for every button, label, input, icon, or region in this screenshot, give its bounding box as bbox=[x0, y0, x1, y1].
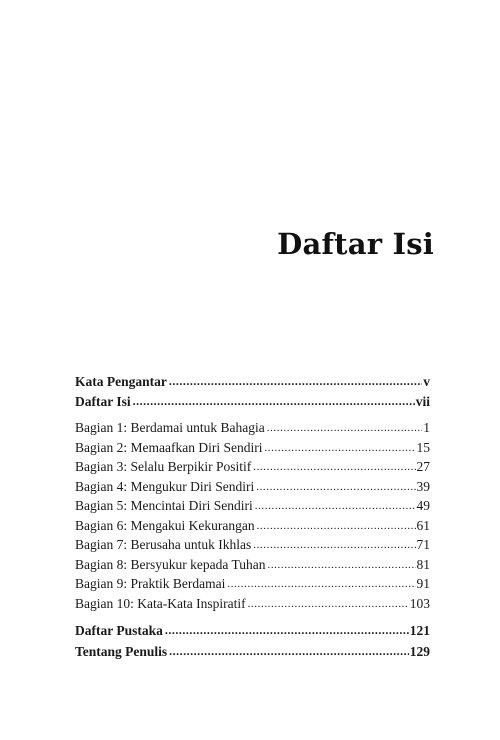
toc-entry-bagian-7[interactable] bbox=[75, 535, 430, 555]
toc-entry-page: vii bbox=[415, 394, 430, 409]
dot-leader bbox=[169, 640, 409, 662]
toc-entry-label: Bagian 8: Bersyukur kepada Tuhan bbox=[75, 556, 266, 572]
toc-entry-bagian-2[interactable] bbox=[75, 438, 430, 458]
dot-leader bbox=[257, 515, 416, 537]
dot-leader bbox=[267, 417, 423, 439]
toc-entry-label: Bagian 5: Mencintai Diri Sendiri bbox=[75, 498, 253, 513]
toc-entry-page: 71 bbox=[416, 537, 430, 552]
toc-entry-label: Daftar Pustaka bbox=[75, 623, 163, 638]
toc-entry-label: Bagian 4: Mengukur Diri Sendiri bbox=[75, 478, 255, 494]
toc-entry-label: Bagian 1: Berdamai untuk Bahagia bbox=[75, 420, 265, 435]
toc-entry-label: Kata Pengantar bbox=[75, 374, 167, 389]
toc-entry-page: 27 bbox=[416, 459, 430, 474]
toc-entry-bagian-5[interactable] bbox=[75, 496, 430, 516]
table-of-contents bbox=[75, 372, 430, 662]
toc-entry-bagian-9[interactable] bbox=[75, 574, 430, 594]
toc-entry-label: Bagian 2: Memaafkan Diri Sendiri bbox=[75, 439, 263, 455]
dot-leader bbox=[227, 573, 415, 595]
toc-entry-bagian-10[interactable] bbox=[75, 594, 430, 614]
toc-entry-label: Bagian 3: Selalu Berpikir Positif bbox=[75, 459, 252, 474]
dot-leader bbox=[267, 554, 415, 576]
dot-leader bbox=[248, 593, 409, 615]
toc-entry-page: 1 bbox=[423, 420, 430, 435]
toc-entry-kata-pengantar[interactable] bbox=[75, 372, 430, 392]
dot-leader bbox=[253, 456, 415, 478]
toc-entry-label: Bagian 10: Kata-Kata Inspiratif bbox=[75, 595, 246, 611]
toc-entry-bagian-4[interactable] bbox=[75, 477, 430, 497]
toc-entry-page: 39 bbox=[416, 478, 430, 494]
toc-entry-label: Bagian 9: Praktik Berdamai bbox=[75, 576, 226, 591]
dot-leader bbox=[255, 495, 416, 517]
toc-entry-page: 49 bbox=[416, 498, 430, 513]
toc-entry-page: v bbox=[423, 374, 430, 389]
dot-leader bbox=[264, 437, 415, 459]
toc-entry-tentang-penulis[interactable] bbox=[75, 641, 430, 662]
toc-entry-daftar-isi[interactable] bbox=[75, 392, 430, 412]
toc-entry-page: 103 bbox=[409, 595, 430, 611]
dot-leader bbox=[169, 371, 422, 391]
toc-entry-page: 15 bbox=[416, 439, 430, 455]
toc-entry-page: 81 bbox=[416, 556, 430, 572]
toc-entry-label: Bagian 7: Berusaha untuk Ikhlas bbox=[75, 537, 252, 552]
toc-entry-bagian-6[interactable] bbox=[75, 516, 430, 536]
toc-entry-page: 121 bbox=[409, 623, 430, 638]
toc-back-matter bbox=[75, 620, 430, 662]
dot-leader bbox=[253, 534, 415, 556]
toc-entry-page: 129 bbox=[409, 644, 430, 659]
toc-entry-label: Daftar Isi bbox=[75, 394, 131, 409]
toc-entry-label: Tentang Penulis bbox=[75, 644, 168, 659]
toc-entry-bagian-1[interactable] bbox=[75, 418, 430, 438]
toc-entry-page: 61 bbox=[416, 517, 430, 533]
toc-entry-page: 91 bbox=[416, 576, 430, 591]
dot-leader bbox=[256, 476, 415, 498]
toc-entry-daftar-pustaka[interactable] bbox=[75, 620, 430, 641]
toc-entry-label: Bagian 6: Mengakui Kekurangan bbox=[75, 517, 255, 533]
toc-chapters bbox=[75, 418, 430, 613]
dot-leader bbox=[165, 619, 409, 641]
toc-front-matter bbox=[75, 372, 430, 412]
page-title: Daftar Isi bbox=[277, 227, 434, 262]
toc-entry-bagian-8[interactable] bbox=[75, 555, 430, 575]
toc-entry-bagian-3[interactable] bbox=[75, 457, 430, 477]
dot-leader bbox=[133, 391, 415, 411]
